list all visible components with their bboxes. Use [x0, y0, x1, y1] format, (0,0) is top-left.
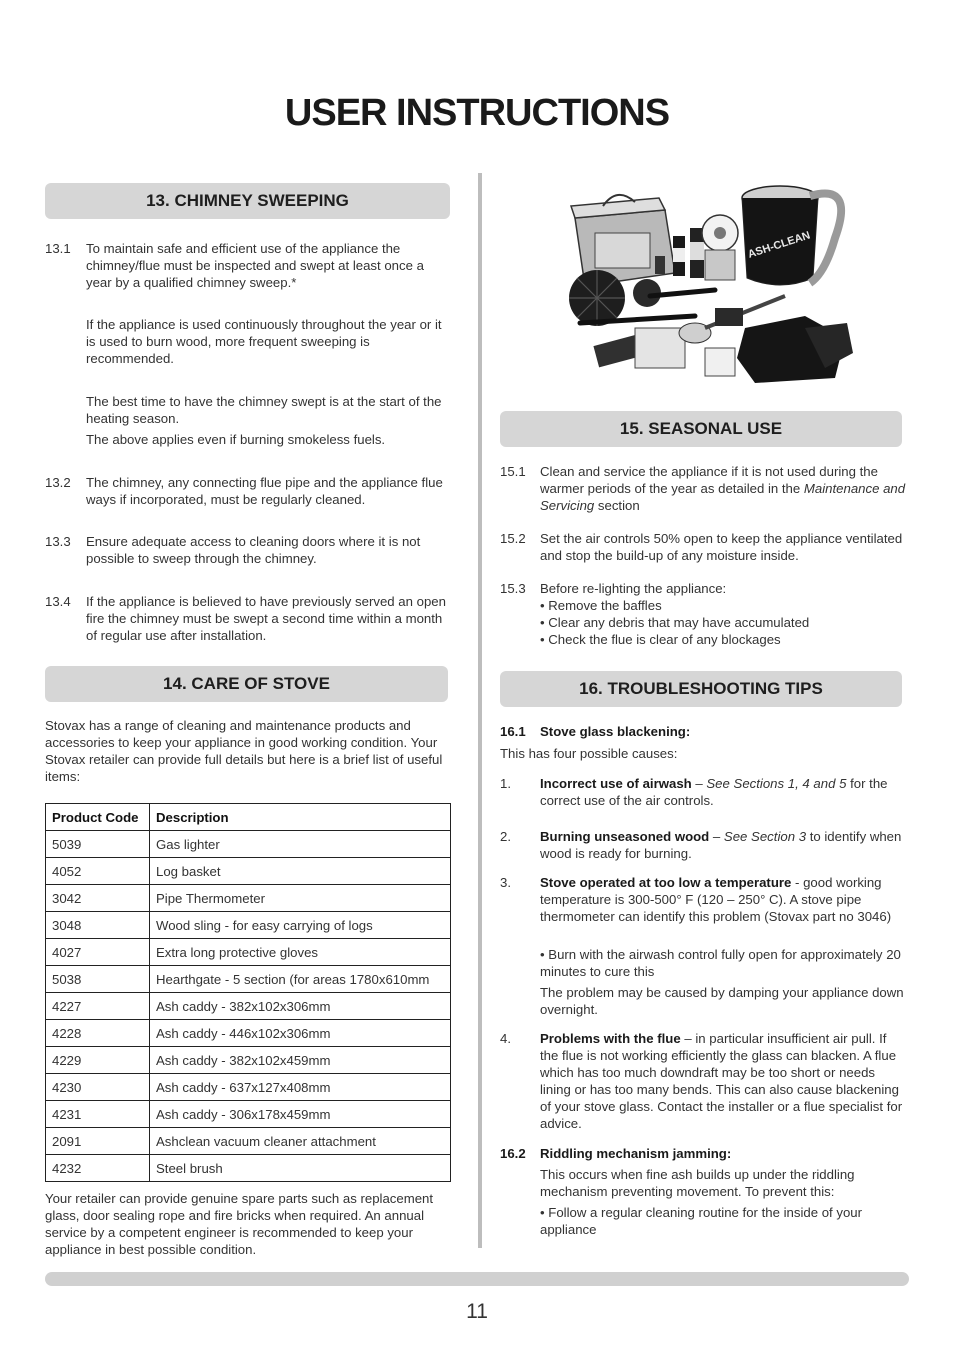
subheading-16-2-number: 16.2: [500, 1146, 526, 1161]
section-reference: See Sections 1, 4 and 5: [706, 776, 847, 791]
clause-number: 13.2: [45, 475, 71, 490]
section-14-header: [45, 666, 448, 702]
product-code: 4228: [46, 1020, 150, 1047]
table-row: [46, 1101, 451, 1128]
product-code: 2091: [46, 1128, 150, 1155]
clause-number: 15.2: [500, 531, 526, 546]
product-description: Hearthgate - 5 section (for areas 1780x610mm: [150, 966, 451, 993]
page-number: 11: [466, 1300, 488, 1323]
clause-number: 13.1: [45, 241, 71, 256]
product-code: 5038: [46, 966, 150, 993]
product-code: 3048: [46, 912, 150, 939]
ash-clean-can-image: [742, 186, 841, 285]
product-description: Gas lighter: [150, 831, 451, 858]
table-row: [46, 1020, 451, 1047]
table-row: [46, 993, 451, 1020]
riddling-remedy: • Follow a regular cleaning routine for the inside of your appliance: [540, 1205, 863, 1237]
dash: –: [709, 829, 724, 844]
cleaning-products-photo: [555, 178, 855, 390]
table-row: [46, 885, 451, 912]
product-description: Ash caddy - 446x102x306mm: [150, 1020, 451, 1047]
clause-13-2-text: The chimney, any connecting flue pipe and the appliance flue ways if incorporated, must be regularly cleaned.: [86, 475, 443, 507]
clause-15-2-text: Set the air controls 50% open to keep the appliance ventilated and stop the build-up of any moisture inside.: [540, 531, 903, 563]
ash-clean-can-label: ASH-CLEAN: [746, 229, 812, 261]
product-code: 3042: [46, 885, 150, 912]
product-code: 4227: [46, 993, 150, 1020]
product-description: Steel brush: [150, 1155, 451, 1182]
section-16-heading: 16. TROUBLESHOOTING TIPS: [579, 679, 823, 698]
bullet-item: • Check the flue is clear of any blockages: [540, 632, 781, 647]
clause-number: 15.1: [500, 464, 526, 479]
column-divider: [478, 173, 482, 1248]
cause-3-note: The problem may be caused by damping your appliance down overnight.: [540, 985, 904, 1017]
table-row: [46, 1074, 451, 1101]
table-row: [46, 858, 451, 885]
table-row: [46, 912, 451, 939]
section-13-heading: 13. CHIMNEY SWEEPING: [146, 191, 349, 210]
clause-13-1-frequency: If the appliance is used continuously throughout the year or it is used to burn wood, more frequent sweeping is recommended.: [86, 317, 442, 366]
cause-number: 2.: [500, 829, 511, 844]
cause-4-title: Problems with the flue: [540, 1031, 681, 1046]
cause-number: 4.: [500, 1031, 511, 1046]
clause-13-1-timing: The best time to have the chimney swept is at the start of the heating season.: [86, 394, 442, 426]
maintenance-reference: Maintenance and Servicing: [540, 481, 906, 513]
protective-gloves-image: [737, 316, 853, 383]
table-row: [46, 966, 451, 993]
product-description: Ash caddy - 382x102x459mm: [150, 1047, 451, 1074]
column-header: Product Code: [46, 804, 150, 831]
cause-3-text: [540, 874, 906, 925]
product-code: 4232: [46, 1155, 150, 1182]
product-description: Log basket: [150, 858, 451, 885]
product-description: Wood sling - for easy carrying of logs: [150, 912, 451, 939]
clause-15-1-tail: section: [594, 498, 640, 513]
product-code: 4229: [46, 1047, 150, 1074]
section-16-header: [500, 671, 902, 707]
column-header: Description: [150, 804, 451, 831]
product-code: 4052: [46, 858, 150, 885]
cause-2-title: Burning unseasoned wood: [540, 829, 710, 844]
clause-15-1-text: [540, 463, 906, 514]
section-15-heading: 15. SEASONAL USE: [619, 419, 783, 438]
table-row: [46, 1155, 451, 1182]
cause-2-detail: to identify when wood is ready for burning.: [540, 829, 902, 861]
product-code: 5039: [46, 831, 150, 858]
cause-2-text: [540, 828, 906, 862]
cause-4-detail: – in particular insufficient air pull. If the flue is not working efficiently the glass can blacken. A flue which has too much downdraft may be too short or needs lining or has too many bends. This can also cause blackening of your stove glass. Contact the installer or a flue specialist for advice.: [540, 1031, 903, 1131]
product-description: Extra long protective gloves: [150, 939, 451, 966]
bullet-item: • Clear any debris that may have accumulated: [540, 615, 810, 630]
product-code: 4230: [46, 1074, 150, 1101]
causes-intro: This has four possible causes:: [500, 746, 678, 761]
clause-13-1-text: To maintain safe and efficient use of the appliance the chimney/flue must be inspected and swept at least once a year by a qualified chimney sweep.*: [86, 241, 424, 290]
subheading-16-2: Riddling mechanism jamming:: [540, 1146, 732, 1161]
cause-1-text: [540, 775, 906, 809]
section-15-header: [500, 411, 902, 447]
cause-number: 3.: [500, 875, 511, 890]
product-table: [45, 803, 451, 1182]
clause-number: 15.3: [500, 581, 526, 596]
clause-13-3-text: Ensure adequate access to cleaning doors where it is not possible to sweep through the chimney.: [86, 534, 421, 566]
section-14-heading: 14. CARE OF STOVE: [163, 674, 330, 693]
product-description: Pipe Thermometer: [150, 885, 451, 912]
product-code: 4027: [46, 939, 150, 966]
care-outro: Your retailer can provide genuine spare parts such as replacement glass, door sealing rope and fire bricks when required. An annual service by a competent engineer is recommended to keep your appliance in best possible condition.: [45, 1191, 434, 1257]
product-code: 4231: [46, 1101, 150, 1128]
product-description: Ashclean vacuum cleaner attachment: [150, 1128, 451, 1155]
subheading-16-1: Stove glass blackening:: [540, 724, 691, 739]
cause-1-title: Incorrect use of airwash: [540, 776, 692, 791]
footer-bar: [45, 1272, 909, 1286]
section-13-header: [45, 183, 450, 219]
clause-13-1-smokeless: The above applies even if burning smokeless fuels.: [86, 432, 386, 447]
product-description: Ash caddy - 306x178x459mm: [150, 1101, 451, 1128]
cause-3-remedy: • Burn with the airwash control fully open for approximately 20 minutes to cure this: [540, 947, 901, 979]
page-title: USER INSTRUCTIONS: [284, 92, 670, 134]
rope-reel-image: [702, 215, 738, 280]
dash: –: [691, 776, 707, 791]
cause-1-detail: for the correct use of the air controls.: [540, 776, 888, 808]
product-description: Ash caddy - 637x127x408mm: [150, 1074, 451, 1101]
cause-number: 1.: [500, 776, 511, 791]
clause-number: 13.4: [45, 594, 71, 609]
clause-15-1-lead: Clean and service the appliance if it is not used during the warmer periods of the year as detailed in the: [540, 464, 878, 496]
clause-13-4-text: If the appliance is believed to have previously served an open fire the chimney must be swept a second time within a month of regular use after installation.: [86, 594, 446, 643]
clause-number: 13.3: [45, 534, 71, 549]
subheading-16-1-number: 16.1: [500, 724, 526, 739]
bullet-item: • Remove the baffles: [540, 598, 662, 613]
table-row: [46, 831, 451, 858]
cause-3-detail: - good working temperature is 300-500° F (120 – 250° C). A stove pipe thermometer can identify this problem (Stovax part no 3046): [540, 875, 892, 924]
section-reference: See Section 3: [723, 829, 807, 844]
table-row: [46, 1047, 451, 1074]
cause-4-text: [540, 1030, 908, 1132]
cause-3-title: Stove operated at too low a temperature: [540, 875, 792, 890]
table-row: [46, 1128, 451, 1155]
riddling-text: This occurs when fine ash builds up under the riddling mechanism preventing movement. To prevent this:: [540, 1167, 855, 1199]
product-description: Ash caddy - 382x102x306mm: [150, 993, 451, 1020]
table-row: [46, 939, 451, 966]
clause-15-3-text: Before re-lighting the appliance:: [540, 581, 727, 596]
care-intro: Stovax has a range of cleaning and maintenance products and accessories to keep your appliance in good working condition. Your Stovax retailer can provide full details but here is a brief list of useful items:: [45, 718, 443, 784]
table-header-row: [46, 804, 451, 831]
